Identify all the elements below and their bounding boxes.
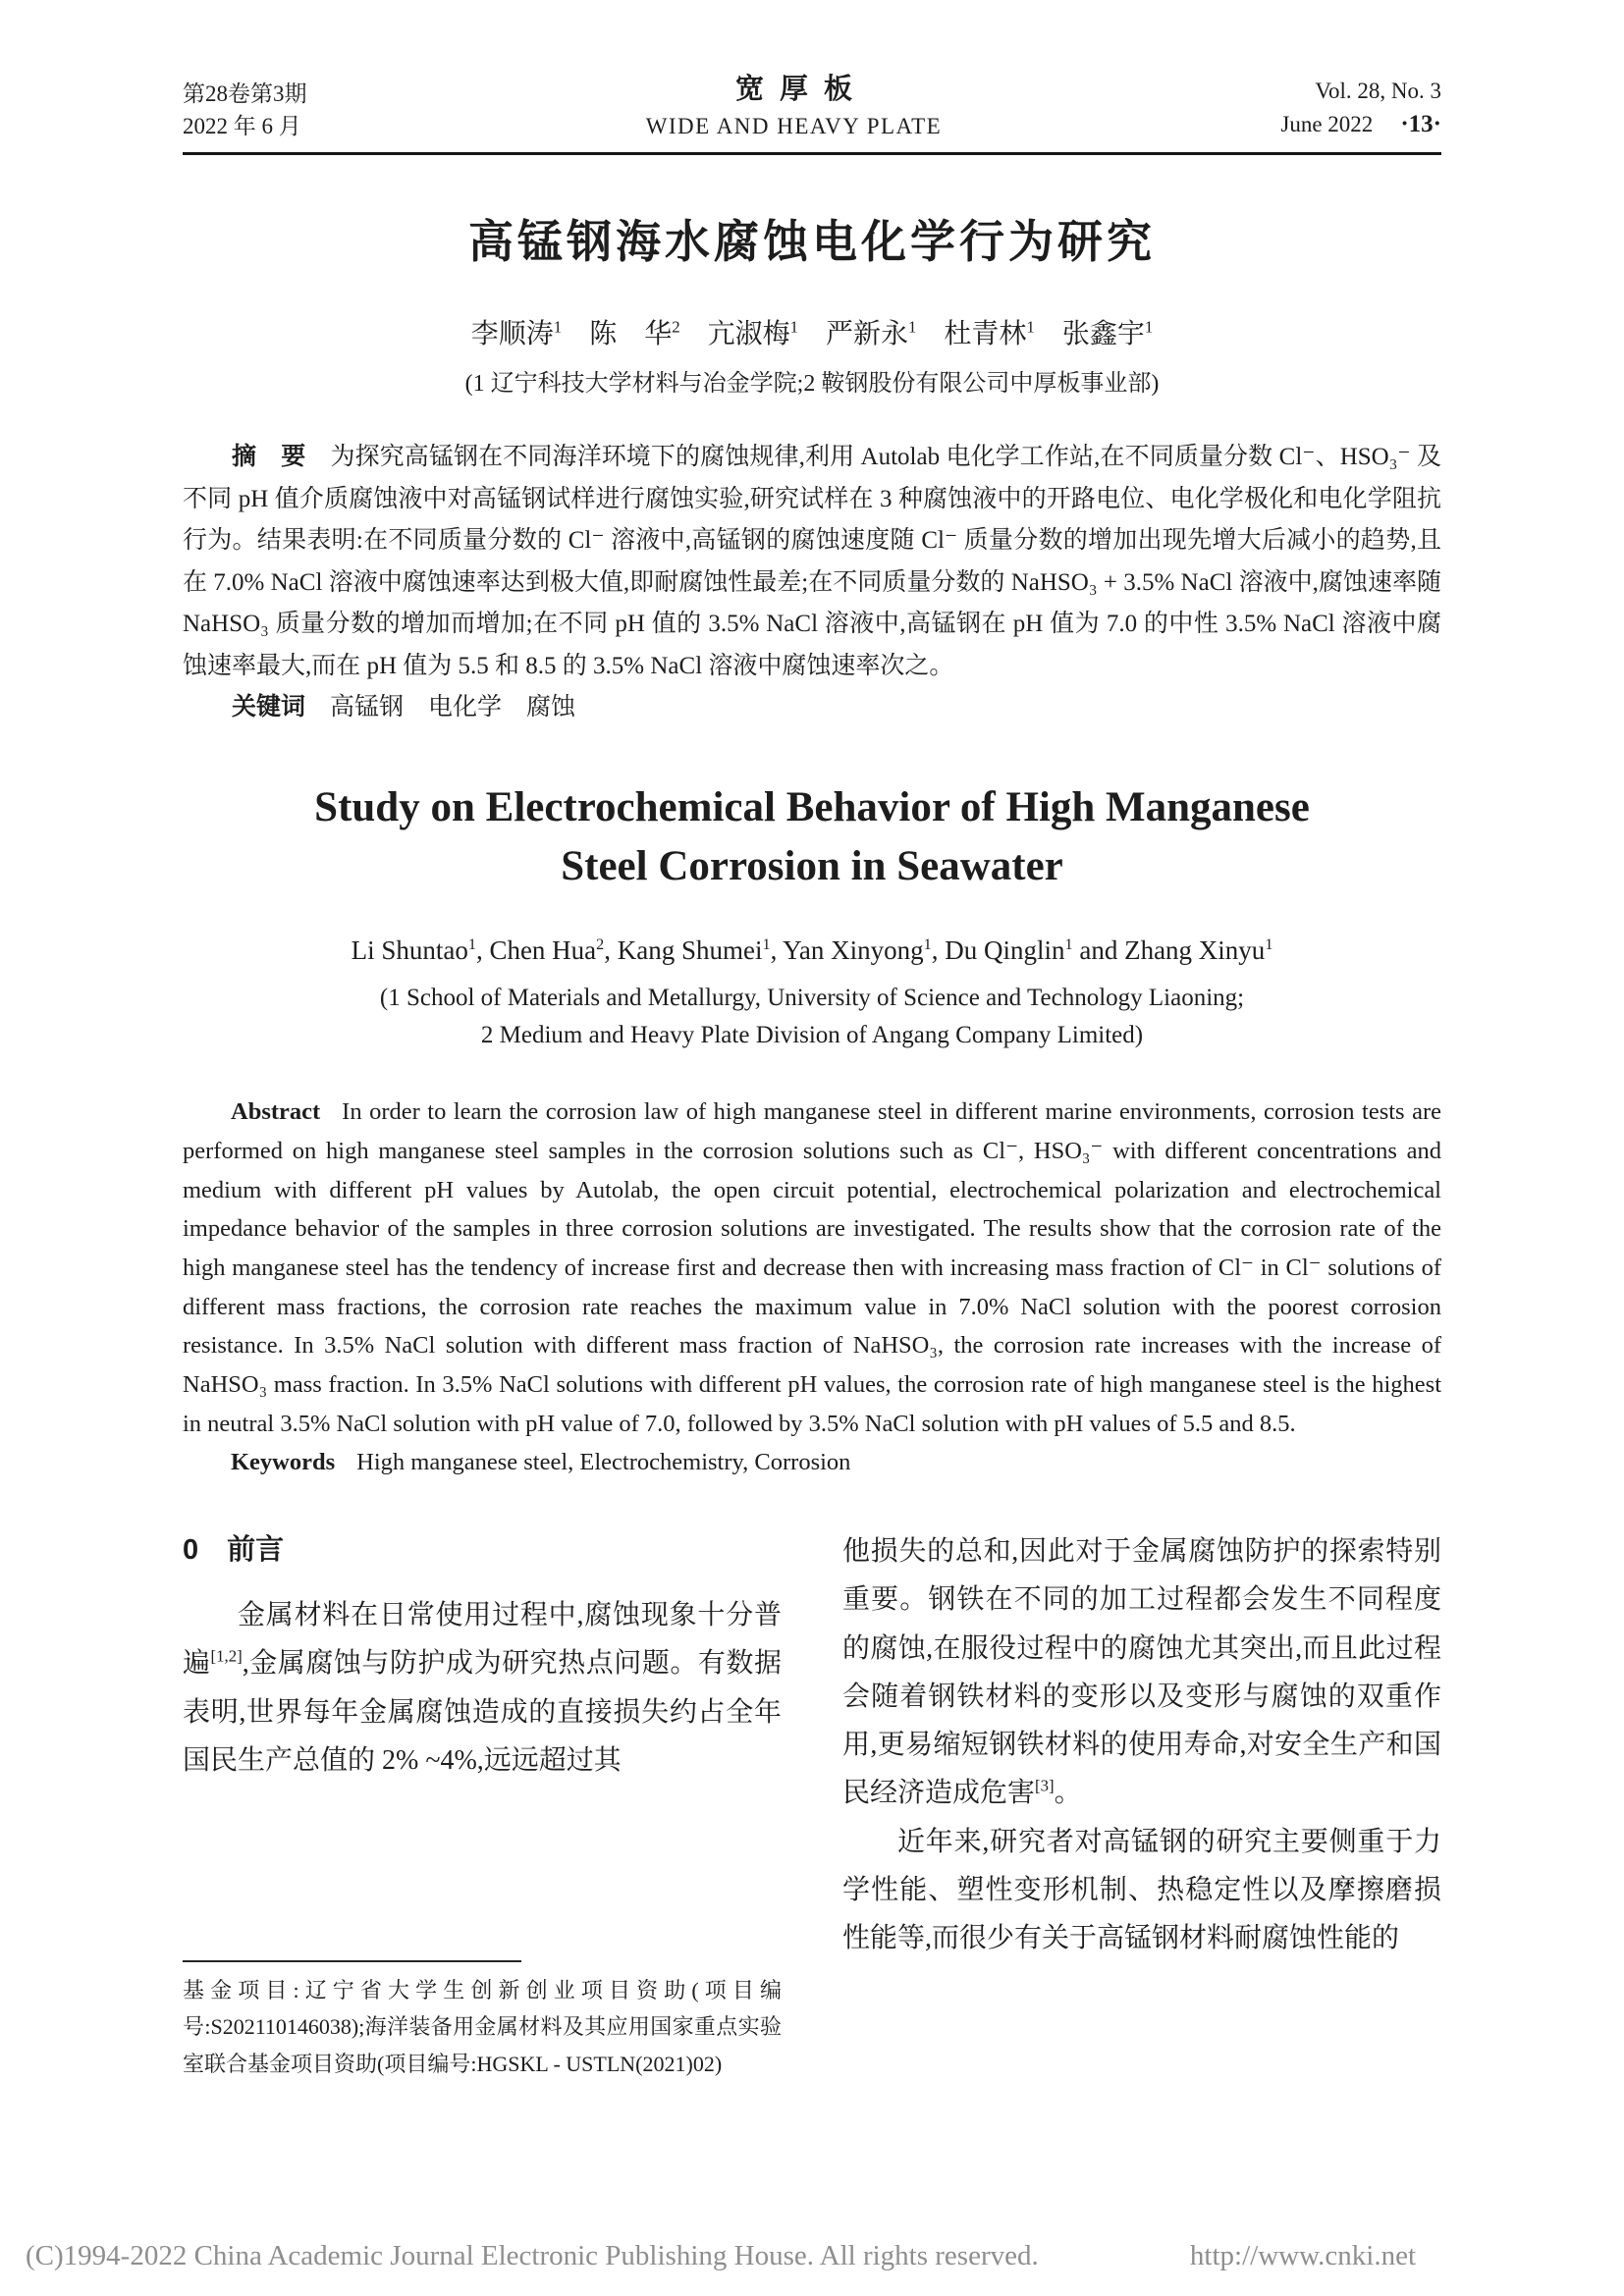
page-content — [183, 69, 1441, 2083]
journal-title-en: WIDE AND HEAVY PLATE — [645, 114, 943, 139]
abstract-en-text: In order to learn the corrosion law of high manganese steel in different marine environments, corrosion tests are performed on high manganese steel samples in the corrosion solutions such as Cl⁻, HSO₃⁻ with different concentrations and medium with different pH values by Autolab, the open circuit potential, electrochemical polarization and electrochemical impedance behavior of the samples in three corrosion solutions are investigated. The results show that the corrosion rate of the high manganese steel has the tendency of increase first and decrease then with increasing mass fraction of Cl⁻ in Cl⁻ solutions of different mass fractions, the corrosion rate reaches the maximum value in 7.0% NaCl solution with the poorest corrosion resistance. In 3.5% NaCl solution with different mass fraction of NaHSO₃, the corrosion rate increases with the increase of NaHSO₃ mass fraction. In 3.5% NaCl solutions with different pH values, the corrosion rate of high manganese steel is the highest in neutral 3.5% NaCl solution with pH value of 7.0, followed by 3.5% NaCl solution with pH values of 5.5 and 8.5. — [183, 1098, 1441, 1437]
keywords-en — [183, 1443, 1441, 1482]
right-column — [842, 1527, 1441, 2083]
footnote-text: 基金项目:辽宁省大学生创新创业项目资助(项目编号:S202110146038);海洋装备用金属材料及其应用国家重点实验室联合基金项目资助(项目编号:HGSKL - USTLN(2021)02) — [183, 1977, 782, 2077]
volume-issue-cn: 第28卷第3期 — [183, 80, 307, 106]
abstract-en — [183, 1093, 1441, 1443]
footnote-block — [183, 1960, 782, 2083]
affiliation-cn: (1 辽宁科技大学材料与冶金学院;2 鞍钢股份有限公司中厚板事业部) — [464, 371, 1160, 398]
authors-en: Li Shuntao$^1$, Chen Hua$^2$, Kang Shumei$^1$, Yan Xinyong$^1$, Du Qinglin$^1$ and Zhang Xinyu$^1$ — [351, 935, 1273, 966]
copyright-text: (C)1994-2022 China Academic Journal Electronic Publishing House. All rights reserved. — [26, 2240, 1039, 2271]
journal-title-cn: 宽厚板 — [734, 74, 868, 105]
affiliation-en — [183, 980, 1441, 1053]
para-intro-2: 近年来,研究者对高锰钢的研究主要侧重于力学性能、塑性变形机制、热稳定性以及摩擦磨损性能等,而很少有关于高锰钢材料耐腐蚀性能的 — [842, 1826, 1441, 1954]
affiliation-en-line1: (1 School of Materials and Metallurgy, University of Science and Technology Liaoning; — [379, 985, 1245, 1012]
date-cn: 2022 年 6 月 — [183, 114, 301, 139]
cnki-url[interactable]: http://www.cnki.net — [1189, 2240, 1416, 2271]
volume-issue-en: Vol. 28, No. 3 — [1315, 78, 1441, 103]
affiliation-en-line2: 2 Medium and Heavy Plate Division of Angang Company Limited) — [480, 1021, 1144, 1048]
page-footer — [26, 2240, 1416, 2272]
article-title-en-line2: Steel Corrosion in Seawater — [561, 843, 1063, 890]
journal-title-block — [646, 69, 943, 142]
journal-header — [183, 69, 1441, 142]
footnote-rule — [183, 1960, 521, 1962]
article-title-en-line1: Study on Electrochemical Behavior of High Manganese — [314, 783, 1310, 830]
abstract-en-block — [183, 1093, 1441, 1482]
abstract-cn-text: 为探究高锰钢在不同海洋环境下的腐蚀规律,利用 Autolab 电化学工作站,在不同质量分数 Cl⁻、HSO₃⁻ 及不同 pH 值介质腐蚀液中对高锰钢试样进行腐蚀实验,研究试样在 3 种腐蚀液中的开路电位、电化学极化和电化学阻抗行为。结果表明:在不同质量分数的 Cl⁻ 溶液中,高锰钢的腐蚀速度随 Cl⁻ 质量分数的增加出现先增大后减小的趋势,且在 7.0% NaCl 溶液中腐蚀速率达到极大值,即耐腐蚀性最差;在不同质量分数的 NaHSO₃ + 3.5% NaCl 溶液中,腐蚀速率随 NaHSO₃ 质量分数的增加而增加;在不同 pH 值的 3.5% NaCl 溶液中,高锰钢在 pH 值为 7.0 的中性 3.5% NaCl 溶液中腐蚀速率最大,而在 pH 值为 5.5 和 8.5 的 3.5% NaCl 溶液中腐蚀速率次之。 — [183, 444, 1441, 679]
header-rule — [183, 152, 1441, 155]
keywords-cn — [183, 687, 1441, 729]
issue-info-cn — [183, 78, 307, 143]
keywords-en-text: High manganese steel, Electrochemistry, Corrosion — [356, 1449, 851, 1476]
keywords-en-label: Keywords — [231, 1449, 336, 1476]
left-column — [183, 1527, 782, 2083]
keywords-cn-label: 关键词 — [232, 694, 306, 721]
para-intro-1: 金属材料在日常使用过程中,腐蚀现象十分普遍[1,2],金属腐蚀与防护成为研究热点问题。有数据表明,世界每年金属腐蚀造成的直接损失约占全年国民生产总值的 2% ~4%,远远超过其 — [183, 1600, 782, 1776]
authors-cn: 李顺涛$^1$ 陈 华$^2$ 亢淑梅$^1$ 严新永$^1$ 杜青林$^1$ 张鑫宇$^1$ — [470, 318, 1154, 350]
abstract-en-label: Abstract — [231, 1098, 321, 1126]
date-en: June 2022 — [1280, 112, 1374, 137]
body-columns — [183, 1527, 1441, 2083]
article-title-en — [183, 778, 1441, 896]
article-title-cn: 高锰钢海水腐蚀电化学行为研究 — [468, 216, 1156, 268]
keywords-cn-text: 高锰钢 电化学 腐蚀 — [305, 694, 576, 721]
page-number: ·13· — [1400, 111, 1441, 138]
date-page-line — [1280, 107, 1441, 142]
abstract-cn-label: 摘 要 — [232, 444, 306, 471]
issue-info-en — [1280, 75, 1441, 143]
para-intro-continuation: 他损失的总和,因此对于金属腐蚀防护的探索特别重要。钢铁在不同的加工过程都会发生不同程度的腐蚀,在服役过程中的腐蚀尤其突出,而且此过程会随着钢铁材料的变形以及变形与腐蚀的双重作用,更易缩短钢铁材料的使用寿命,对安全生产和国民经济造成危害[3]。 — [842, 1536, 1441, 1809]
abstract-cn-block — [183, 437, 1441, 729]
section-heading-intro: 0 前言 — [183, 1534, 285, 1567]
abstract-cn — [183, 437, 1441, 687]
